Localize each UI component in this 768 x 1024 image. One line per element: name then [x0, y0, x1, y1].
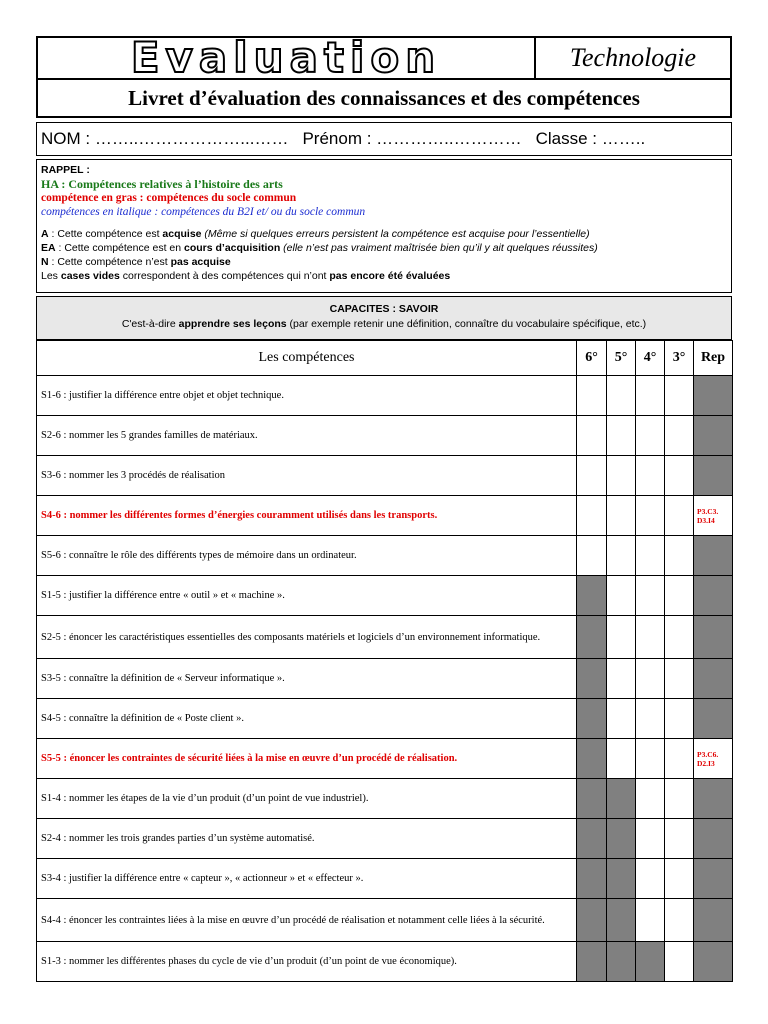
competence-text: S2-5 : énoncer les caractéristiques essentielles des composants matériels et logiciels d’un environnement informatique.	[37, 616, 577, 659]
grade-cell-3e[interactable]	[665, 859, 694, 899]
rappel-legend	[36, 159, 732, 293]
grade-cell-6e[interactable]	[577, 456, 607, 496]
evaluation-title: Evaluation	[130, 33, 442, 82]
grade-cell-4e[interactable]	[636, 616, 665, 659]
rep-cell	[694, 416, 733, 456]
rep-cell	[694, 699, 733, 739]
competence-text: S3-5 : connaître la définition de « Serveur informatique ».	[37, 659, 577, 699]
grade-cell-4e[interactable]	[636, 699, 665, 739]
table-row	[37, 659, 733, 699]
grade-cell-4e[interactable]	[636, 819, 665, 859]
grade-cell-6e[interactable]	[577, 416, 607, 456]
competence-text: S4-4 : énoncer les contraintes liées à la mise en œuvre d’un procédé de réalisation et notamment celle liées à la sécurité.	[37, 899, 577, 942]
grade-cell-5e[interactable]	[607, 616, 636, 659]
rep-cell	[694, 536, 733, 576]
rappel-gras-line: compétence en gras : compétences du socle commun	[41, 192, 297, 204]
rappel-a-line: A : Cette compétence est acquise (Même si quelques erreurs persistent la compétence est acquise pour l’essentielle)	[41, 228, 590, 240]
grade-cell-5e-disabled	[607, 779, 636, 819]
grade-cell-6e-disabled	[577, 859, 607, 899]
competence-text: S1-4 : nommer les étapes de la vie d’un produit (d’un point de vue industriel).	[37, 779, 577, 819]
booklet-title: Livret d’évaluation des connaissances et des compétences	[36, 80, 732, 118]
grade-cell-3e[interactable]	[665, 739, 694, 779]
grade-cell-4e[interactable]	[636, 376, 665, 416]
grade-cell-6e[interactable]	[577, 496, 607, 536]
competence-text: S1-3 : nommer les différentes phases du cycle de vie d’un produit (d’un point de vue économique).	[37, 942, 577, 982]
grade-cell-5e[interactable]	[607, 739, 636, 779]
table-row	[37, 779, 733, 819]
capacites-box	[36, 296, 732, 340]
grade-cell-5e[interactable]	[607, 536, 636, 576]
rep-reference: P3.C3. D3.I4	[694, 496, 733, 536]
grade-cell-5e[interactable]	[607, 456, 636, 496]
header-5e: 5°	[607, 341, 636, 376]
grade-cell-5e-disabled	[607, 942, 636, 982]
competence-text: S2-4 : nommer les trois grandes parties d’un système automatisé.	[37, 819, 577, 859]
rappel-italique-line: compétences en italique : compétences du B2I et/ ou du socle commun	[41, 206, 366, 218]
header-rep: Rep	[694, 341, 733, 376]
grade-cell-3e[interactable]	[665, 416, 694, 456]
rep-cell	[694, 659, 733, 699]
subject-title: Technologie	[569, 43, 697, 72]
header-4e: 4°	[636, 341, 665, 376]
table-row	[37, 819, 733, 859]
grade-cell-6e-disabled	[577, 659, 607, 699]
table-row	[37, 376, 733, 416]
rep-cell	[694, 899, 733, 942]
competence-text: S5-5 : énoncer les contraintes de sécurité liées à la mise en œuvre d’un procédé de réalisation.	[37, 739, 577, 779]
grade-cell-3e[interactable]	[665, 536, 694, 576]
competence-text: S1-5 : justifier la différence entre « outil » et « machine ».	[37, 576, 577, 616]
grade-cell-5e[interactable]	[607, 496, 636, 536]
grade-cell-5e-disabled	[607, 859, 636, 899]
grade-cell-6e-disabled	[577, 616, 607, 659]
grade-cell-5e[interactable]	[607, 416, 636, 456]
grade-cell-5e[interactable]	[607, 699, 636, 739]
rep-cell	[694, 779, 733, 819]
grade-cell-5e[interactable]	[607, 376, 636, 416]
grade-cell-4e[interactable]	[636, 536, 665, 576]
grade-cell-4e[interactable]	[636, 576, 665, 616]
grade-cell-6e-disabled	[577, 779, 607, 819]
grade-cell-6e-disabled	[577, 699, 607, 739]
grade-cell-6e-disabled	[577, 819, 607, 859]
grade-cell-6e-disabled	[577, 942, 607, 982]
grade-cell-3e[interactable]	[665, 819, 694, 859]
competence-text: S4-6 : nommer les différentes formes d’énergies couramment utilisés dans les transports.	[37, 496, 577, 536]
grade-cell-5e-disabled	[607, 819, 636, 859]
table-row	[37, 899, 733, 942]
grade-cell-4e[interactable]	[636, 659, 665, 699]
competence-text: S4-5 : connaître la définition de « Poste client ».	[37, 699, 577, 739]
rep-reference: P3.C6. D2.I3	[694, 739, 733, 779]
grade-cell-6e[interactable]	[577, 376, 607, 416]
rappel-title: RAPPEL :	[41, 164, 90, 176]
rep-cell	[694, 616, 733, 659]
evaluation-title-box	[38, 33, 536, 82]
table-row	[37, 859, 733, 899]
header-competences: Les compétences	[37, 341, 577, 376]
table-row	[37, 699, 733, 739]
grade-cell-4e[interactable]	[636, 496, 665, 536]
table-header-row	[37, 341, 733, 376]
grade-cell-3e[interactable]	[665, 616, 694, 659]
grade-cell-5e[interactable]	[607, 659, 636, 699]
table-row	[37, 496, 733, 536]
prenom-field[interactable]: Prénom : …………..…………	[302, 129, 522, 148]
table-row	[37, 416, 733, 456]
competence-text: S2-6 : nommer les 5 grandes familles de matériaux.	[37, 416, 577, 456]
rep-cell	[694, 576, 733, 616]
rep-cell	[694, 819, 733, 859]
grade-cell-4e[interactable]	[636, 739, 665, 779]
grade-cell-3e[interactable]	[665, 699, 694, 739]
capacites-description: C'est-à-dire apprendre ses leçons (par exemple retenir une définition, connaître du vocabulaire spécifique, etc.)	[121, 318, 647, 330]
grade-cell-3e[interactable]	[665, 376, 694, 416]
competence-text: S3-6 : nommer les 3 procédés de réalisation	[37, 456, 577, 496]
grade-cell-6e-disabled	[577, 899, 607, 942]
rappel-n-line: N : Cette compétence n’est pas acquise	[41, 256, 231, 268]
grade-cell-4e-disabled	[636, 942, 665, 982]
grade-cell-3e[interactable]	[665, 899, 694, 942]
grade-cell-3e[interactable]	[665, 659, 694, 699]
nom-field[interactable]: NOM : ……..………………...……	[41, 129, 289, 148]
grade-cell-4e[interactable]	[636, 456, 665, 496]
table-row	[37, 536, 733, 576]
table-row	[37, 739, 733, 779]
grade-cell-6e-disabled	[577, 576, 607, 616]
competence-text: S3-4 : justifier la différence entre « capteur », « actionneur » et « effecteur ».	[37, 859, 577, 899]
table-row	[37, 616, 733, 659]
table-row	[37, 456, 733, 496]
grade-cell-3e[interactable]	[665, 456, 694, 496]
rep-cell	[694, 456, 733, 496]
grade-cell-3e[interactable]	[665, 942, 694, 982]
competences-table	[36, 340, 733, 982]
competence-text: S5-6 : connaître le rôle des différents types de mémoire dans un ordinateur.	[37, 536, 577, 576]
table-row	[37, 942, 733, 982]
grade-cell-3e[interactable]	[665, 779, 694, 819]
table-row	[37, 576, 733, 616]
grade-cell-4e[interactable]	[636, 416, 665, 456]
header-3e: 3°	[665, 341, 694, 376]
competence-text: S1-6 : justifier la différence entre objet et objet technique.	[37, 376, 577, 416]
grade-cell-5e-disabled	[607, 899, 636, 942]
classe-field[interactable]: Classe : ……..	[535, 129, 646, 148]
capacites-title: CAPACITES : SAVOIR	[329, 303, 439, 315]
rappel-vides-line: Les cases vides correspondent à des compétences qui n’ont pas encore été évaluées	[41, 270, 451, 282]
grade-cell-3e[interactable]	[665, 496, 694, 536]
rappel-ha-line: HA : Compétences relatives à l’histoire des arts	[41, 177, 283, 191]
grade-cell-4e[interactable]	[636, 859, 665, 899]
grade-cell-4e[interactable]	[636, 779, 665, 819]
grade-cell-6e[interactable]	[577, 536, 607, 576]
grade-cell-5e[interactable]	[607, 576, 636, 616]
rappel-ea-line: EA : Cette compétence est en cours d’acquisition (elle n’est pas vraiment maîtrisée bien qu’il y ait quelques réussites)	[41, 242, 598, 254]
header-6e: 6°	[577, 341, 607, 376]
evaluation-sheet	[36, 33, 732, 982]
header	[36, 33, 732, 82]
grade-cell-4e[interactable]	[636, 899, 665, 942]
rep-cell	[694, 376, 733, 416]
rep-cell	[694, 859, 733, 899]
grade-cell-3e[interactable]	[665, 576, 694, 616]
rep-cell	[694, 942, 733, 982]
grade-cell-6e-disabled	[577, 739, 607, 779]
student-identity-line	[36, 122, 732, 156]
